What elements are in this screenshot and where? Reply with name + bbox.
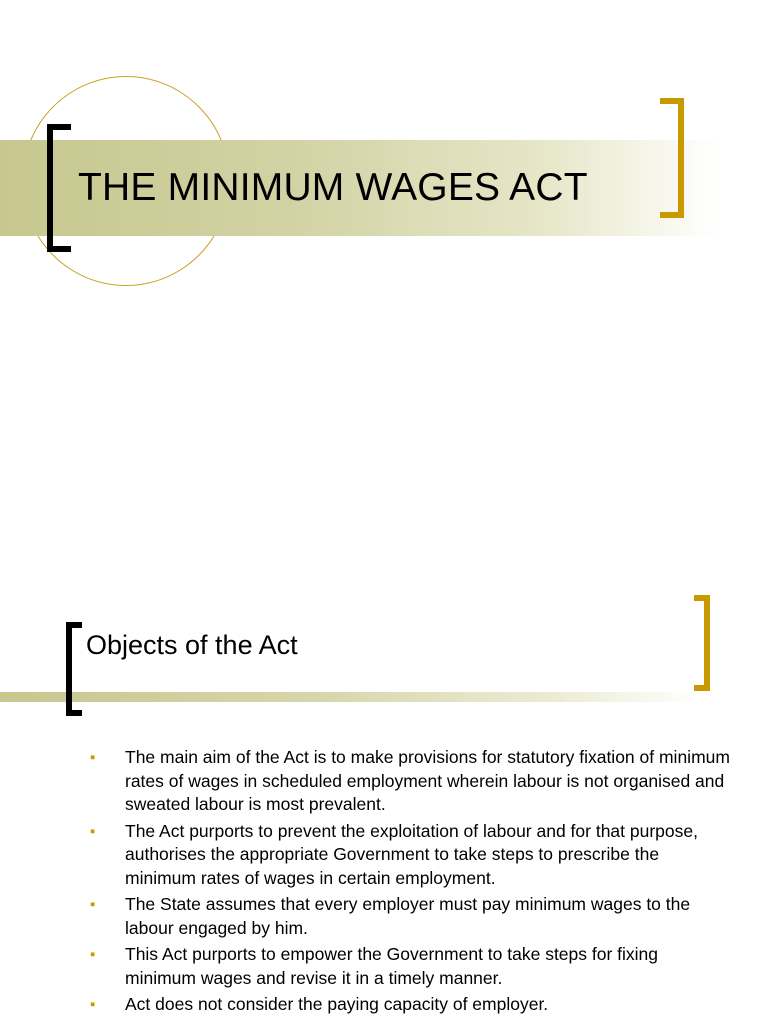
- bullet-text: The Act purports to prevent the exploitation of labour and for that purpose, authorises the appropriate Government to take steps to prescribe the minimum rates of wages in certain employment.: [125, 820, 698, 888]
- bullet-text: Act does not consider the paying capacity of employer.: [125, 994, 549, 1014]
- left-bracket: [66, 622, 82, 716]
- bullet-text: This Act purports to empower the Government to take steps for fixing minimum wages and revise it in a timely manner.: [125, 944, 659, 988]
- left-bracket: [47, 124, 71, 252]
- bullet-icon: ▪: [90, 822, 96, 840]
- bullet-icon: ▪: [90, 996, 96, 1013]
- heading-underline-band: [0, 692, 700, 702]
- bullet-icon: ▪: [90, 946, 96, 963]
- slide-heading: Objects of the Act: [86, 630, 298, 660]
- list-item: [90, 746, 730, 817]
- objects-slide: [0, 540, 768, 1024]
- bullet-text: The State assumes that every employer must pay minimum wages to the labour engaged by him.: [125, 894, 691, 938]
- bullet-icon: ▪: [90, 896, 96, 913]
- list-item: [90, 893, 730, 940]
- bullet-icon: ▪: [90, 749, 96, 766]
- bullet-text: The main aim of the Act is to make provisions for statutory fixation of minimum rates of wages in scheduled employment wherein labour is not organised and sweated labour is most prevalent.: [125, 747, 730, 814]
- bullet-list: [90, 746, 730, 1020]
- list-item: [90, 820, 730, 891]
- list-item: [90, 943, 730, 990]
- list-item: [90, 993, 730, 1017]
- slide-title: THE MINIMUM WAGES ACT: [78, 166, 588, 209]
- right-bracket: [660, 98, 684, 218]
- right-bracket: [694, 595, 710, 691]
